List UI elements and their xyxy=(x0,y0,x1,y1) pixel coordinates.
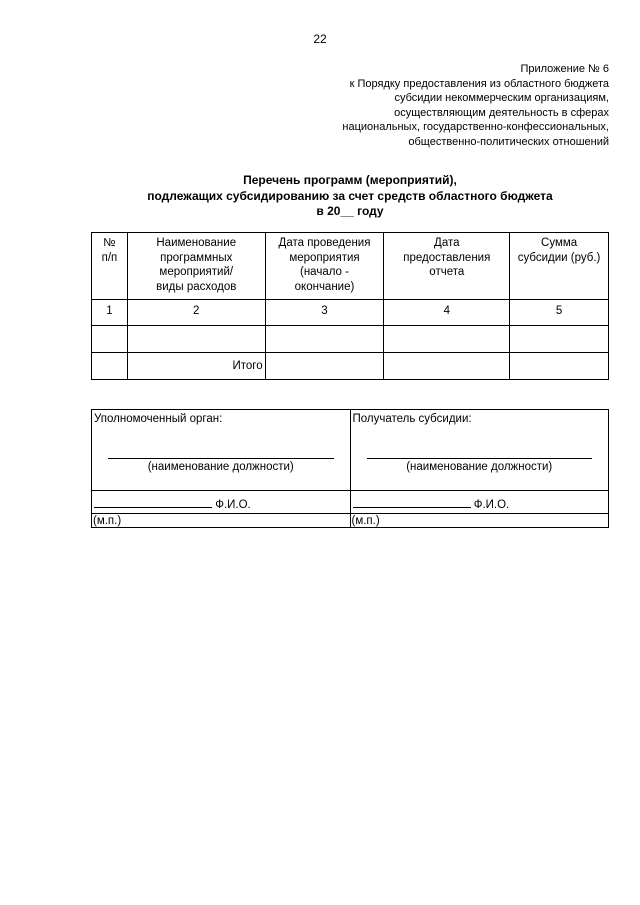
authority-fio-block xyxy=(92,491,351,528)
position-caption: (наименование должности) xyxy=(147,461,294,473)
column-number: 4 xyxy=(384,300,510,326)
header-text: окончание) xyxy=(294,280,355,293)
recipient-signature-block xyxy=(350,410,609,491)
table-row xyxy=(92,326,609,353)
header-text: п/п xyxy=(101,251,118,264)
position-caption: (наименование должности) xyxy=(406,461,553,473)
total-label: Итого xyxy=(127,353,265,380)
recipient-fio-block xyxy=(350,491,609,528)
header-text: Дата проведения xyxy=(278,237,371,249)
appendix-line: осуществляющим деятельность в сферах xyxy=(394,106,609,119)
position-signature-line[interactable] xyxy=(367,457,593,459)
table-cell[interactable] xyxy=(510,326,609,353)
table-cell[interactable] xyxy=(265,326,384,353)
appendix-line: к Порядку предоставления из областного бюджета xyxy=(349,77,609,90)
header-text: Сумма xyxy=(541,237,578,249)
header-amount xyxy=(510,233,609,300)
fio-signature-line[interactable] xyxy=(94,495,212,508)
column-number: 5 xyxy=(510,300,609,326)
total-row xyxy=(92,353,609,380)
header-text: субсидии (руб.) xyxy=(517,251,601,264)
appendix-line: субсидии некоммерческим организациям, xyxy=(394,92,609,105)
header-text: № xyxy=(103,237,116,249)
stamp-label: (м.п.) xyxy=(351,513,609,527)
table-cell xyxy=(92,353,128,380)
header-text: Наименование xyxy=(156,237,237,249)
header-text: (начало - xyxy=(300,266,349,279)
header-text: отчета xyxy=(429,266,465,279)
header-name xyxy=(127,233,265,300)
header-event-date xyxy=(265,233,384,300)
authority-signature-block xyxy=(92,410,351,491)
header-number xyxy=(92,233,128,300)
appendix-note xyxy=(342,62,609,150)
header-text: мероприятия xyxy=(289,251,360,264)
fio-label: Ф.И.О. xyxy=(473,499,510,511)
signature-position-row xyxy=(92,410,609,491)
table-cell[interactable] xyxy=(265,353,384,380)
fio-label: Ф.И.О. xyxy=(215,499,251,511)
page-number: 22 xyxy=(313,32,327,46)
header-text: предоставления xyxy=(403,251,491,264)
appendix-line: Приложение № 6 xyxy=(520,63,609,75)
fio-signature-line[interactable] xyxy=(353,495,471,508)
column-number: 2 xyxy=(127,300,265,326)
column-number-row xyxy=(92,300,609,326)
table-cell[interactable] xyxy=(384,353,510,380)
table-cell[interactable] xyxy=(127,326,265,353)
position-signature-line[interactable] xyxy=(108,457,334,459)
table-cell[interactable] xyxy=(92,326,128,353)
header-text: мероприятий/ xyxy=(159,266,234,279)
authority-label: Уполномоченный орган: xyxy=(94,413,223,425)
header-text: Дата xyxy=(434,237,460,249)
table-header-row xyxy=(92,233,609,300)
table-cell[interactable] xyxy=(510,353,609,380)
header-report-date xyxy=(384,233,510,300)
title-line: Перечень программ (мероприятий), xyxy=(243,173,457,187)
column-number: 1 xyxy=(92,300,128,326)
programs-table xyxy=(91,232,609,380)
title-line: в 20__ году xyxy=(316,204,384,218)
title-line: подлежащих субсидированию за счет средств областного бюджета xyxy=(147,188,553,203)
document-title xyxy=(0,173,640,220)
column-number: 3 xyxy=(265,300,384,326)
header-text: программных xyxy=(160,251,233,264)
appendix-line: национальных, государственно-конфессиональных, xyxy=(342,121,609,134)
signature-table xyxy=(91,409,609,528)
signature-fio-row xyxy=(92,491,609,528)
recipient-label: Получатель субсидии: xyxy=(352,413,472,425)
appendix-line: общественно-политических отношений xyxy=(408,135,609,148)
header-text: виды расходов xyxy=(156,280,237,293)
stamp-label: (м.п.) xyxy=(92,513,350,527)
table-cell[interactable] xyxy=(384,326,510,353)
